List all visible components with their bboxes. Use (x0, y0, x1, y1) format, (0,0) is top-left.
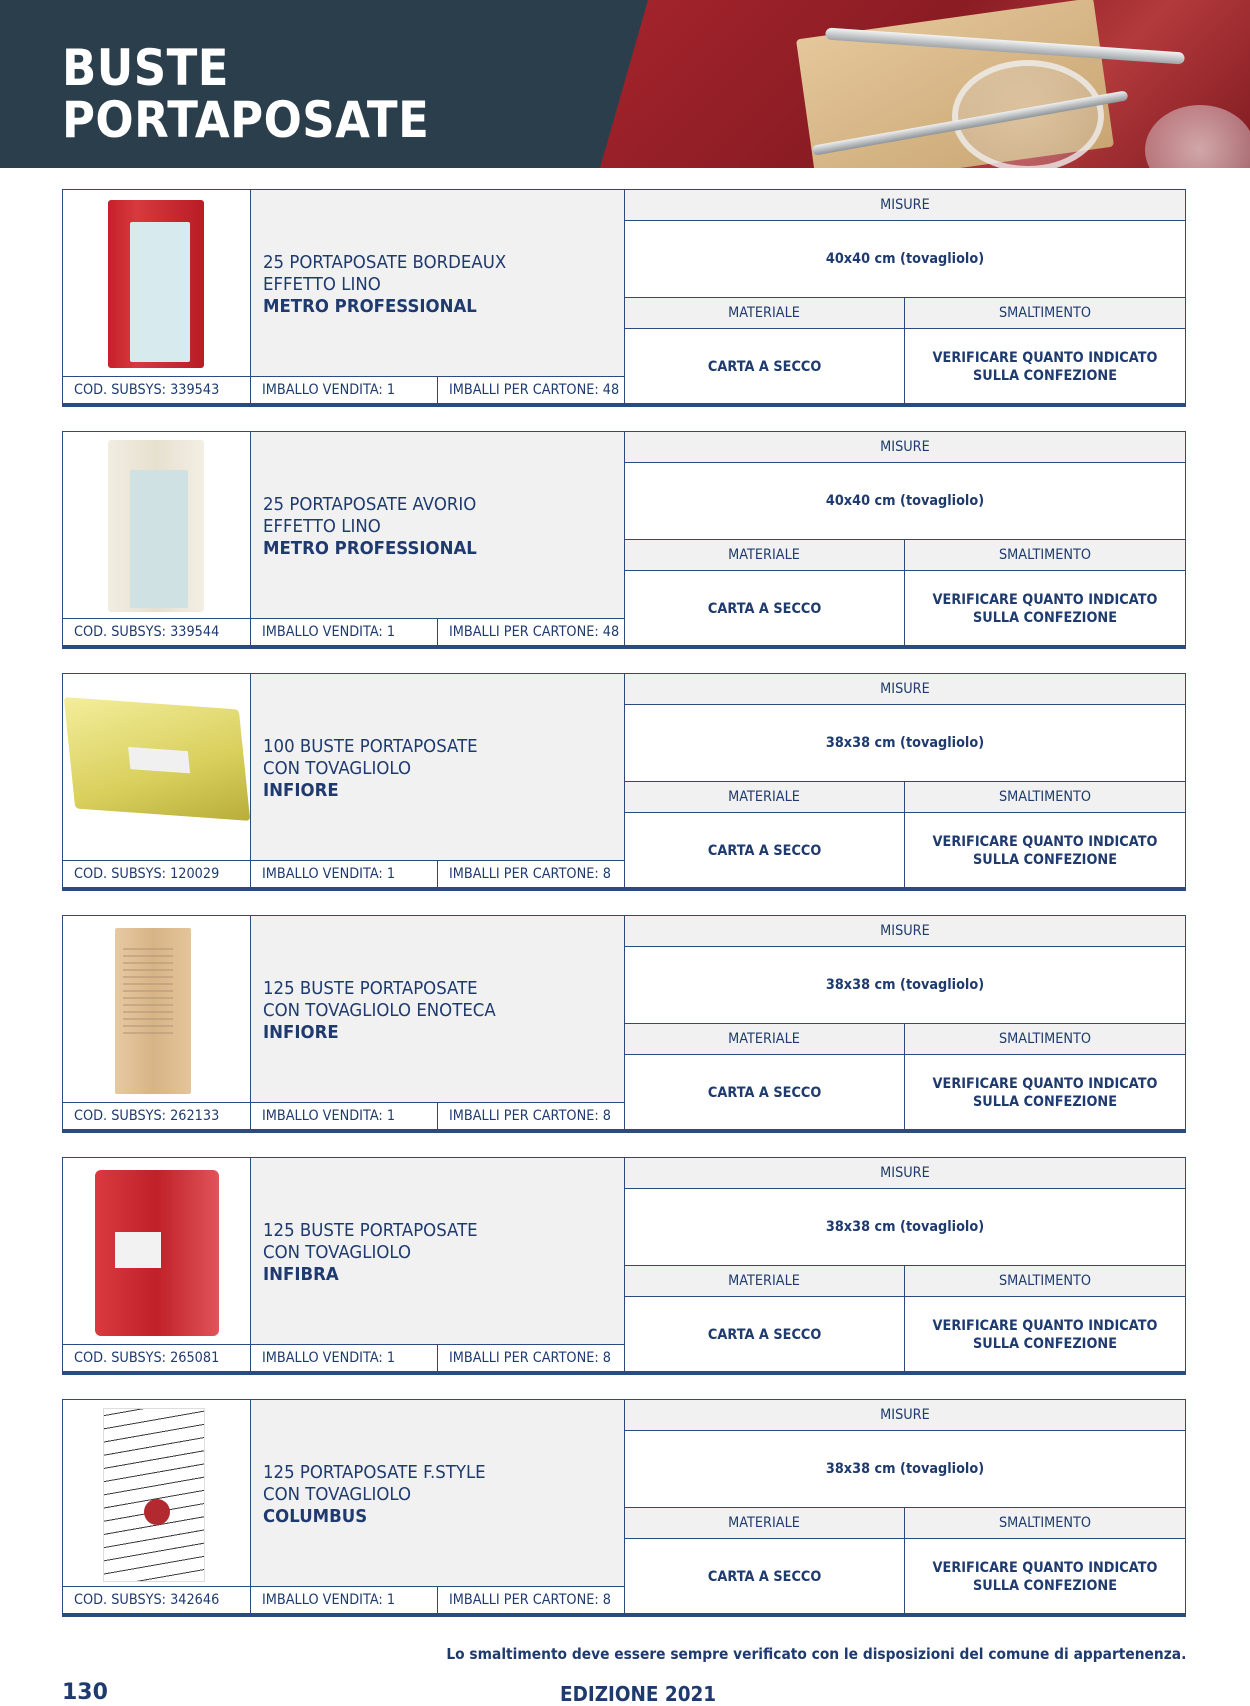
product-code: COD. SUBSYS: 120029 (74, 866, 220, 882)
misure-header: MISURE (880, 439, 930, 455)
printed-lines (123, 948, 173, 1038)
product-spec-table (624, 674, 1185, 888)
smaltimento-value: VERIFICARE QUANTO INDICATO SULLA CONFEZIONE (932, 349, 1158, 384)
product-name-line2: CON TOVAGLIOLO (263, 1484, 412, 1505)
product-name (263, 978, 622, 1044)
carton-pack-qty: IMBALLI PER CARTONE: 8 (449, 866, 611, 882)
product-card (62, 189, 1186, 407)
sale-pack-qty: IMBALLO VENDITA: 1 (262, 1108, 396, 1124)
product-name (263, 252, 622, 318)
materiale-value: CARTA A SECCO (707, 1326, 822, 1343)
carton-pack-qty: IMBALLI PER CARTONE: 48 (449, 624, 620, 640)
misure-header: MISURE (880, 923, 930, 939)
materiale-header: MATERIALE (728, 1515, 801, 1531)
product-name-cell (251, 1400, 625, 1586)
sale-pack-qty: IMBALLO VENDITA: 1 (262, 382, 396, 398)
pack-label (130, 470, 188, 608)
product-brand: METRO PROFESSIONAL (263, 538, 477, 559)
product-image-cell (63, 916, 251, 1102)
product-name (263, 1220, 622, 1286)
carton-pack-qty: IMBALLI PER CARTONE: 8 (449, 1592, 611, 1608)
materiale-value: CARTA A SECCO (707, 1084, 822, 1101)
materiale-value: CARTA A SECCO (707, 1568, 822, 1585)
page-number: 130 (62, 1680, 108, 1705)
product-name-cell (251, 674, 625, 860)
product-name-line1: 100 BUSTE PORTAPOSATE (263, 736, 478, 757)
product-image-cell (63, 190, 251, 376)
product-image-cell (63, 674, 251, 860)
product-name-cell (251, 432, 625, 618)
red-wrapped-pack-image (95, 1170, 219, 1336)
smaltimento-header: SMALTIMENTO (998, 1273, 1092, 1289)
misure-header: MISURE (880, 681, 930, 697)
pack-label (115, 1232, 161, 1268)
product-code-row (63, 618, 625, 646)
product-card (62, 1399, 1186, 1617)
product-name-line2: CON TOVAGLIOLO ENOTECA (263, 1000, 496, 1021)
misure-value: 40x40 cm (tovagliolo) (825, 251, 985, 267)
product-card (62, 1157, 1186, 1375)
product-code-row (63, 1586, 625, 1614)
product-name-line2: EFFETTO LINO (263, 274, 381, 295)
product-code-row (63, 1102, 625, 1130)
materiale-header: MATERIALE (728, 1031, 801, 1047)
product-brand: INFIBRA (263, 1264, 339, 1285)
product-code-row (63, 376, 625, 404)
product-name (263, 736, 622, 802)
misure-header: MISURE (880, 197, 930, 213)
product-code: COD. SUBSYS: 339544 (74, 624, 220, 640)
product-code-row (63, 1344, 625, 1372)
product-name (263, 494, 622, 560)
misure-value: 38x38 cm (tovagliolo) (825, 977, 985, 993)
smaltimento-value: VERIFICARE QUANTO INDICATO SULLA CONFEZIONE (932, 1317, 1158, 1352)
header-photo (600, 0, 1250, 168)
materiale-value: CARTA A SECCO (707, 358, 822, 375)
carton-pack-qty: IMBALLI PER CARTONE: 8 (449, 1108, 611, 1124)
product-name-line2: EFFETTO LINO (263, 516, 381, 537)
product-code-row (63, 860, 625, 888)
sale-pack-qty: IMBALLO VENDITA: 1 (262, 1592, 396, 1608)
product-name-cell (251, 916, 625, 1102)
box-sticker (128, 747, 190, 774)
sale-pack-qty: IMBALLO VENDITA: 1 (262, 866, 396, 882)
misure-header: MISURE (880, 1407, 930, 1423)
product-spec-table (624, 1158, 1185, 1372)
product-card (62, 915, 1186, 1133)
product-code: COD. SUBSYS: 339543 (74, 382, 220, 398)
product-list (62, 189, 1186, 1641)
disposal-footnote: Lo smaltimento deve essere sempre verificato con le disposizioni del comune di appartenenza. (446, 1645, 1186, 1663)
script-print-pouch-image (103, 1408, 205, 1582)
smaltimento-value: VERIFICARE QUANTO INDICATO SULLA CONFEZIONE (932, 1075, 1158, 1110)
pack-label (130, 222, 190, 362)
product-spec-table (624, 432, 1185, 646)
misure-value: 40x40 cm (tovagliolo) (825, 493, 985, 509)
product-image-cell (63, 1158, 251, 1344)
page-title-line1: BUSTE (62, 39, 229, 97)
pack-badge (144, 1499, 170, 1525)
product-name-line1: 125 BUSTE PORTAPOSATE (263, 1220, 478, 1241)
materiale-value: CARTA A SECCO (707, 600, 822, 617)
sale-pack-qty: IMBALLO VENDITA: 1 (262, 1350, 396, 1366)
product-name-line1: 125 PORTAPOSATE F.STYLE (263, 1462, 486, 1483)
smaltimento-header: SMALTIMENTO (998, 789, 1092, 805)
materiale-value: CARTA A SECCO (707, 842, 822, 859)
product-image-cell (63, 1400, 251, 1586)
materiale-header: MATERIALE (728, 1273, 801, 1289)
product-card (62, 673, 1186, 891)
kraft-pouch-image (115, 928, 191, 1094)
product-brand: COLUMBUS (263, 1506, 368, 1527)
misure-value: 38x38 cm (tovagliolo) (825, 1219, 985, 1235)
yellow-box-image (64, 697, 251, 821)
product-spec-table (624, 1400, 1185, 1614)
materiale-header: MATERIALE (728, 547, 801, 563)
product-brand: INFIORE (263, 780, 339, 801)
misure-value: 38x38 cm (tovagliolo) (825, 1461, 985, 1477)
sale-pack-qty: IMBALLO VENDITA: 1 (262, 624, 396, 640)
product-code: COD. SUBSYS: 262133 (74, 1108, 220, 1124)
red-napkin-pack-image (108, 200, 204, 368)
product-name-cell (251, 1158, 625, 1344)
product-card (62, 431, 1186, 649)
product-code: COD. SUBSYS: 342646 (74, 1592, 220, 1608)
carton-pack-qty: IMBALLI PER CARTONE: 8 (449, 1350, 611, 1366)
smaltimento-header: SMALTIMENTO (998, 1031, 1092, 1047)
product-spec-table (624, 190, 1185, 404)
page-title-line2: PORTAPOSATE (62, 91, 430, 149)
product-name-line1: 25 PORTAPOSATE BORDEAUX (263, 252, 507, 273)
product-spec-table (624, 916, 1185, 1130)
smaltimento-value: VERIFICARE QUANTO INDICATO SULLA CONFEZIONE (932, 591, 1158, 626)
misure-value: 38x38 cm (tovagliolo) (825, 735, 985, 751)
smaltimento-header: SMALTIMENTO (998, 1515, 1092, 1531)
product-image-cell (63, 432, 251, 618)
smaltimento-value: VERIFICARE QUANTO INDICATO SULLA CONFEZIONE (932, 1559, 1158, 1594)
smaltimento-value: VERIFICARE QUANTO INDICATO SULLA CONFEZIONE (932, 833, 1158, 868)
product-name-line2: CON TOVAGLIOLO (263, 758, 412, 779)
edition-label: EDIZIONE 2021 (560, 1682, 717, 1706)
smaltimento-header: SMALTIMENTO (998, 305, 1092, 321)
carton-pack-qty: IMBALLI PER CARTONE: 48 (449, 382, 620, 398)
product-code: COD. SUBSYS: 265081 (74, 1350, 220, 1366)
product-brand: METRO PROFESSIONAL (263, 296, 477, 317)
misure-header: MISURE (880, 1165, 930, 1181)
product-brand: INFIORE (263, 1022, 339, 1043)
product-name (263, 1462, 622, 1528)
page-title (62, 39, 430, 149)
product-name-line1: 125 BUSTE PORTAPOSATE (263, 978, 478, 999)
product-name-line2: CON TOVAGLIOLO (263, 1242, 412, 1263)
page-header (0, 0, 1250, 168)
smaltimento-header: SMALTIMENTO (998, 547, 1092, 563)
product-name-cell (251, 190, 625, 376)
materiale-header: MATERIALE (728, 305, 801, 321)
product-name-line1: 25 PORTAPOSATE AVORIO (263, 494, 477, 515)
materiale-header: MATERIALE (728, 789, 801, 805)
ivory-napkin-pack-image (108, 440, 204, 612)
glass-shape (1145, 105, 1250, 168)
